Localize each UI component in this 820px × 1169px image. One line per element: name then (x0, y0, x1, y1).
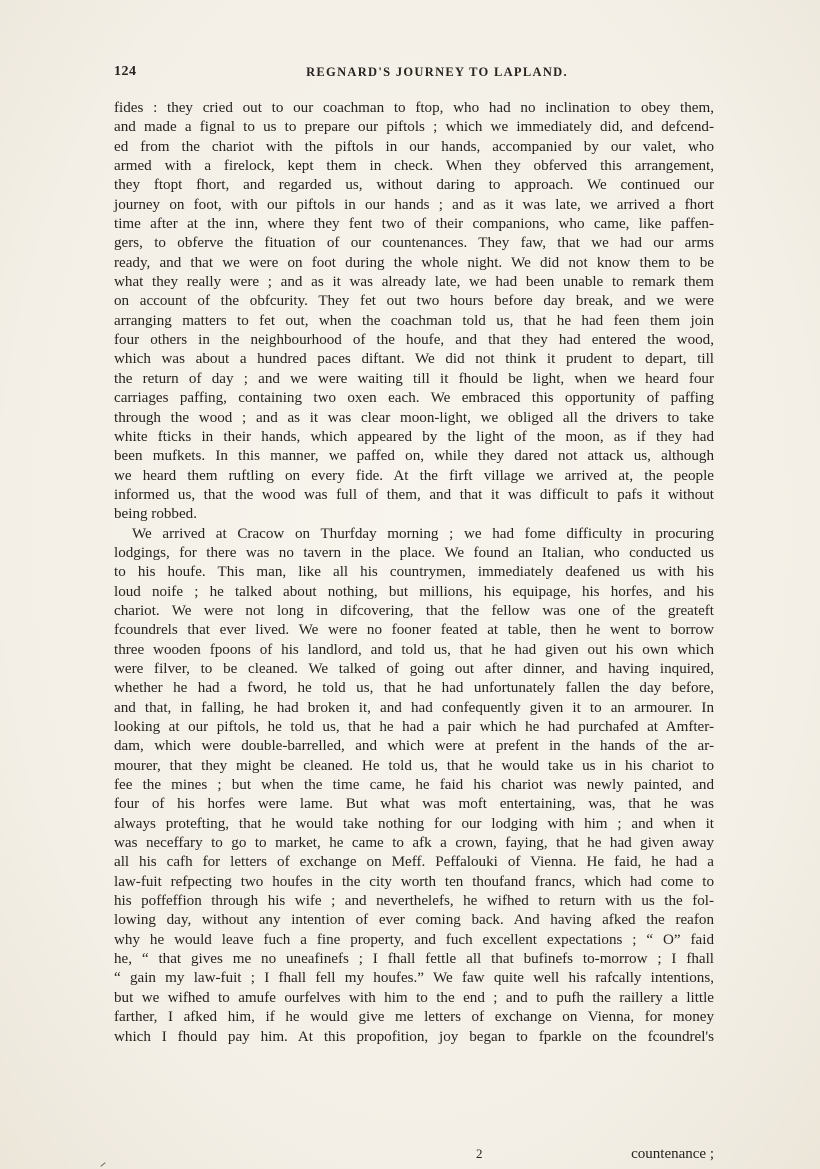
text-line: were filver, to be cleaned. We talked of going out after dinner, and having inquired, (114, 660, 714, 677)
text-line: three wooden fpoons of his landlord, and told us, that he had given out his own which (114, 641, 714, 658)
text-line: they ftopt fhort, and regarded us, without daring to approach. We continued our (114, 177, 714, 194)
text-line: but we wifhed to amufe ourfelves with him to the end ; and to pufh the raillery a little (114, 989, 714, 1006)
text-line: the return of day ; and we were waiting till it fhould be light, when we heard four (114, 370, 714, 387)
text-line: through the wood ; and as it was clear moon-light, we obliged all the drivers to take (114, 409, 714, 426)
text-line: informed us, that the wood was full of them, and that it was difficult to pafs it without (114, 486, 714, 503)
text-line: fee the mines ; but when the time came, he faid his chariot was newly painted, and (114, 777, 714, 794)
paragraph-start-line: We arrived at Cracow on Thurfday morning ; we had fome difficulty in procuring (132, 525, 714, 542)
text-line: and that, in falling, he had broken it, and had confequently given it to an armourer. In (114, 699, 714, 716)
text-line: arranging matters to fet out, when the coachman told us, that he had feen them join (114, 312, 714, 329)
text-line: dam, which were double-barrelled, and which were at prefent in the hands of the ar- (114, 738, 714, 755)
running-head: REGNARD'S JOURNEY TO LAPLAND. (306, 65, 568, 79)
text-line: his poffeffion through his wife ; and neverthelefs, he wifhed to return with us the fol- (114, 893, 714, 910)
page-header (114, 64, 710, 84)
text-line: loud noife ; he talked about nothing, but millions, his equipage, his horfes, and his (114, 583, 714, 600)
text-line: and made a fignal to us to prepare our piftols ; which we immediately did, and defcend- (114, 119, 714, 136)
text-line: farther, I afked him, if he would give me letters of exchange on Vienna, for money (114, 1009, 714, 1026)
text-line: he, “ that gives me no uneafinefs ; I fhall fettle all that bufinefs to-morrow ; I fhall (114, 951, 714, 968)
text-line: lowing day, without any intention of ever coming back. And having afked the reafon (114, 912, 714, 929)
signature-mark: 2 (476, 1146, 483, 1161)
text-line: to his houfe. This man, like all his countrymen, immediately deafened us with his (114, 564, 714, 581)
text-line: four others in the neighbourhood of the houfe, and that they had entered the wood, (114, 332, 714, 349)
page-footer (114, 1146, 714, 1166)
body-text (114, 99, 714, 1047)
ink-speck (100, 1162, 105, 1167)
text-line: all his cafh for letters of exchange on Meff. Peffalouki of Vienna. He faid, he had a (114, 854, 714, 871)
text-line: chariot. We were not long in difcovering, that the fellow was one of the greateft (114, 602, 714, 619)
text-line: four of his horfes were lame. But what was moft entertaining, was, that he was (114, 796, 714, 813)
page-number: 124 (114, 64, 137, 79)
text-line: was neceffary to go to market, he came to afk a crown, faying, that he had given away (114, 835, 714, 852)
catchword: countenance ; (631, 1146, 714, 1162)
text-line: ready, and that we were on foot during the whole night. We did not know them to be (114, 254, 714, 271)
text-line: which I fhould pay him. At this propofition, joy began to fparkle on the fcoundrel's (114, 1028, 714, 1045)
text-line: looking at our piftols, he told us, that he had a pair which he had purchafed at Amfter- (114, 719, 714, 735)
text-line: we heard them ruftling on every fide. At the firft village we arrived at, the people (114, 467, 714, 484)
text-line: which was about a hundred paces diftant. We did not think it prudent to depart, till (114, 351, 714, 368)
text-line: why he would leave fuch a fine property, and fuch excellent expectations ; “ O” faid (114, 931, 714, 948)
text-line: lodgings, for there was no tavern in the place. We found an Italian, who conducted us (114, 544, 714, 561)
text-line: time after at the inn, where they fent two of their companions, who came, like paffen- (114, 216, 714, 233)
text-line: fcoundrels that ever lived. We were no fooner feated at table, then he went to borrow (114, 622, 714, 639)
text-line: law-fuit refpecting two houfes in the city worth ten thoufand francs, which had come to (114, 873, 714, 890)
text-line: what they really were ; and as it was already late, we had been unable to remark them (114, 274, 714, 291)
text-line: gers, to obferve the fituation of our countenances. They faw, that we had our arms (114, 235, 714, 252)
text-line: armed with a firelock, kept them in check. When they obferved this arrangement, (114, 158, 714, 175)
text-line: ed from the chariot with the piftols in our hands, accompanied by our valet, who (114, 138, 714, 155)
text-line: mourer, that they might be cleaned. He told us, that he would take us in his chariot to (114, 757, 714, 774)
text-line: on account of the obfcurity. They fet out two hours before day break, and we were (114, 293, 714, 310)
text-line: whether he had a fword, he told us, that he had unfortunately fallen the day before, (114, 680, 714, 697)
text-line: “ gain my law-fuit ; I fhall fell my houfes.” We faw quite well his rafcally intentions, (114, 970, 714, 987)
text-line: being robbed. (114, 506, 197, 523)
text-line: always protefting, that he would take nothing for our lodging with him ; and when it (114, 815, 714, 832)
text-line: fides : they cried out to our coachman to ftop, who had no inclination to obey them, (114, 100, 714, 116)
text-line: been mufkets. In this manner, we paffed on, while they dared not attack us, although (114, 448, 714, 465)
text-line: carriages paffing, containing two oxen each. We embraced this opportunity of paffing (114, 390, 714, 407)
text-line: journey on foot, with our piftols in our hands ; and as it was late, we arrived a fhort (114, 196, 714, 213)
text-line: white fticks in their hands, which appeared by the light of the moon, as if they had (114, 428, 714, 445)
